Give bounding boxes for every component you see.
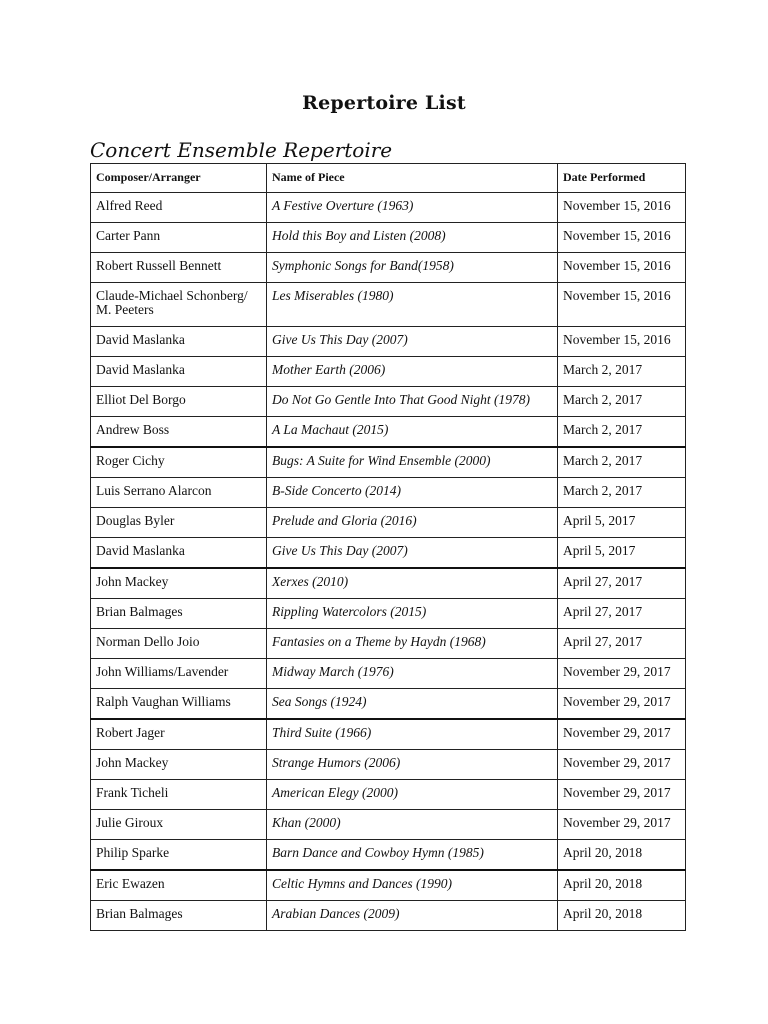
composer-cell: John Mackey [91,750,267,780]
composer-cell: Julie Giroux [91,810,267,840]
table-row [91,223,686,253]
composer-cell: Eric Ewazen [91,870,267,901]
date-cell: November 29, 2017 [558,659,686,689]
header-date: Date Performed [558,164,686,193]
date-cell: March 2, 2017 [558,417,686,448]
date-cell: March 2, 2017 [558,357,686,387]
piece-cell: Arabian Dances (2009) [267,901,558,931]
composer-cell: Luis Serrano Alarcon [91,478,267,508]
date-cell: November 15, 2016 [558,283,686,327]
table-row [91,689,686,720]
date-cell: November 29, 2017 [558,689,686,720]
header-composer: Composer/Arranger [91,164,267,193]
composer-cell: David Maslanka [91,327,267,357]
date-cell: March 2, 2017 [558,447,686,478]
date-cell: April 5, 2017 [558,538,686,569]
date-cell: November 29, 2017 [558,810,686,840]
header-piece: Name of Piece [267,164,558,193]
table-row [91,750,686,780]
table-row [91,568,686,599]
date-cell: April 27, 2017 [558,568,686,599]
date-cell: March 2, 2017 [558,387,686,417]
composer-cell: Roger Cichy [91,447,267,478]
table-row [91,447,686,478]
piece-cell: Symphonic Songs for Band(1958) [267,253,558,283]
page-title: Repertoire List [302,92,466,114]
date-cell: November 29, 2017 [558,719,686,750]
date-cell: November 29, 2017 [558,780,686,810]
composer-cell: David Maslanka [91,357,267,387]
piece-cell: Do Not Go Gentle Into That Good Night (1978) [267,387,558,417]
date-cell: April 27, 2017 [558,629,686,659]
piece-cell: Celtic Hymns and Dances (1990) [267,870,558,901]
composer-cell: Douglas Byler [91,508,267,538]
piece-cell: Bugs: A Suite for Wind Ensemble (2000) [267,447,558,478]
composer-cell: Brian Balmages [91,599,267,629]
table-row [91,253,686,283]
composer-cell: John Williams/Lavender [91,659,267,689]
piece-cell: Midway March (1976) [267,659,558,689]
composer-cell: Elliot Del Borgo [91,387,267,417]
piece-cell: Rippling Watercolors (2015) [267,599,558,629]
date-cell: April 20, 2018 [558,840,686,871]
table-row [91,870,686,901]
date-cell: November 29, 2017 [558,750,686,780]
table-header-row [91,164,686,193]
repertoire-table [90,163,686,931]
table-row [91,810,686,840]
date-cell: November 15, 2016 [558,193,686,223]
piece-cell: Hold this Boy and Listen (2008) [267,223,558,253]
composer-cell: Andrew Boss [91,417,267,448]
piece-cell: Xerxes (2010) [267,568,558,599]
date-cell: November 15, 2016 [558,327,686,357]
date-cell: November 15, 2016 [558,253,686,283]
composer-cell: Carter Pann [91,223,267,253]
piece-cell: A La Machaut (2015) [267,417,558,448]
table-row [91,508,686,538]
piece-cell: B-Side Concerto (2014) [267,478,558,508]
piece-cell: Les Miserables (1980) [267,283,558,327]
composer-cell: Alfred Reed [91,193,267,223]
date-cell: April 27, 2017 [558,599,686,629]
table-row [91,283,686,327]
table-row [91,599,686,629]
piece-cell: Barn Dance and Cowboy Hymn (1985) [267,840,558,871]
piece-cell: Prelude and Gloria (2016) [267,508,558,538]
date-cell: November 15, 2016 [558,223,686,253]
date-cell: April 5, 2017 [558,508,686,538]
table-row [91,327,686,357]
piece-cell: Fantasies on a Theme by Haydn (1968) [267,629,558,659]
composer-cell: Philip Sparke [91,840,267,871]
table-row [91,193,686,223]
table-row [91,478,686,508]
table-row [91,387,686,417]
composer-cell: Robert Russell Bennett [91,253,267,283]
date-cell: April 20, 2018 [558,901,686,931]
composer-cell: Norman Dello Joio [91,629,267,659]
composer-cell: David Maslanka [91,538,267,569]
table-row [91,417,686,448]
date-cell: April 20, 2018 [558,870,686,901]
composer-cell: Claude-Michael Schonberg/ M. Peeters [91,283,267,327]
piece-cell: Sea Songs (1924) [267,689,558,720]
composer-cell: Frank Ticheli [91,780,267,810]
table-row [91,780,686,810]
table-row [91,719,686,750]
piece-cell: Strange Humors (2006) [267,750,558,780]
composer-cell: John Mackey [91,568,267,599]
piece-cell: A Festive Overture (1963) [267,193,558,223]
table-row [91,901,686,931]
piece-cell: Give Us This Day (2007) [267,327,558,357]
piece-cell: American Elegy (2000) [267,780,558,810]
composer-cell: Ralph Vaughan Williams [91,689,267,720]
piece-cell: Khan (2000) [267,810,558,840]
piece-cell: Give Us This Day (2007) [267,538,558,569]
composer-cell: Robert Jager [91,719,267,750]
table-row [91,538,686,569]
section-title: Concert Ensemble Repertoire [90,138,393,162]
table-row [91,357,686,387]
table-row [91,659,686,689]
table-row [91,629,686,659]
piece-cell: Mother Earth (2006) [267,357,558,387]
piece-cell: Third Suite (1966) [267,719,558,750]
date-cell: March 2, 2017 [558,478,686,508]
composer-cell: Brian Balmages [91,901,267,931]
table-row [91,840,686,871]
